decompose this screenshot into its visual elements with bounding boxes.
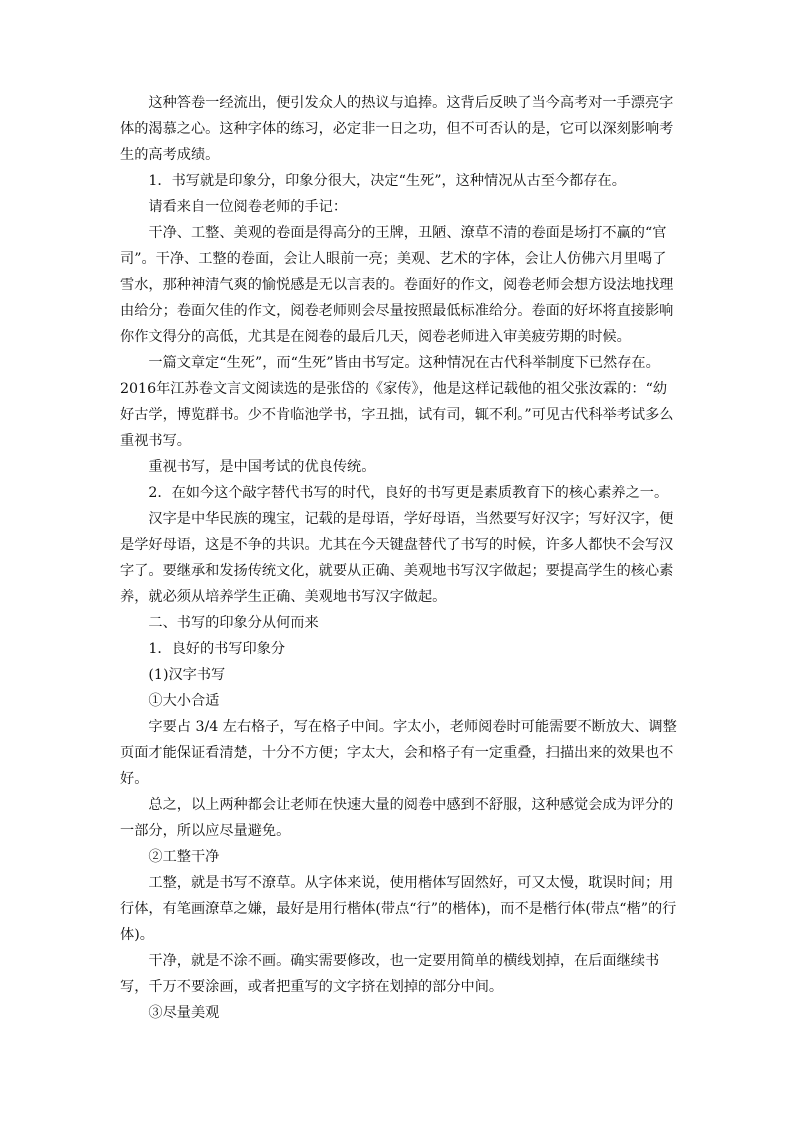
paragraph: 干净，就是不涂不画。确实需要修改，也一定要用简单的横线划掉，在后面继续书写，千万不要涂画，或者把重写的文字挤在划掉的部分中间。	[120, 953, 660, 995]
document-body	[120, 90, 677, 1026]
sub-heading: (1)汉字书写	[148, 667, 226, 683]
paragraph: 这种答卷一经流出，便引发众人的热议与追捧。这背后反映了当今高考对一手漂亮字体的渴慕之心。这种字体的练习，必定非一日之功，但不可否认的是，它可以深刻影响考生的高考成绩。	[120, 95, 674, 163]
paragraph: 工整，就是书写不潦草。从字体来说，使用楷体写固然好，可又太慢，耽误时间；用行体，有笔画潦草之嫌，最好是用行楷体(带点“行”的楷体)，而不是楷行体(带点“楷”的行体)。	[120, 875, 677, 943]
quoted-note: 干净、工整、美观的卷面是得高分的王牌，丑陋、潦草不清的卷面是场打不赢的“官司”。干净、工整的卷面，会让人眼前一亮；美观、艺术的字体，会让人仿佛六月里喝了雪水，那种神清气爽的愉悦感是无以言表的。卷面好的作文，阅卷老师会想方设法地找理由给分；卷面欠佳的作文，阅卷老师则会尽量按照最低标准给分。卷面的好坏将直接影响你作文得分的高低，尤其是在阅卷的最后几天，阅卷老师进入审美疲劳期的时候。	[120, 225, 674, 345]
subsection-heading: 1．良好的书写印象分	[148, 641, 286, 657]
item-heading: ③尽量美观	[148, 1005, 220, 1021]
numbered-point-1: 1．书写就是印象分，印象分很大，决定“生死”，这种情况从古至今都存在。	[148, 173, 626, 189]
section-heading: 二、书写的印象分从何而来	[148, 615, 319, 631]
paragraph: 一篇文章定“生死”，而“生死”皆由书写定。这种情况在古代科举制度下已然存在。2016年江苏卷文言文阅读选的是张岱的《家传》，他是这样记载他的祖父张汝霖的：“幼好古学，博览群书。少不肯临池学书，字丑拙，试有司，辄不利。”可见古代科举考试多么重视书写。	[120, 355, 674, 449]
paragraph: 请看来自一位阅卷老师的手记：	[148, 199, 348, 215]
paragraph: 汉字是中华民族的瑰宝，记载的是母语，学好母语，当然要写好汉字；写好汉字，便是学好母语，这是不争的共识。尤其在今天键盘替代了书写的时候，许多人都快不会写汉字了。要继承和发扬传统文化，就要从正确、美观地书写汉字做起；要提高学生的核心素养，就必须从培养学生正确、美观地书写汉字做起。	[120, 511, 674, 605]
numbered-point-2: 2．在如今这个敲字替代书写的时代，良好的书写更是素质教育下的核心素养之一。	[148, 485, 669, 501]
paragraph: 总之，以上两种都会让老师在快速大量的阅卷中感到不舒服，这种感觉会成为评分的一部分，所以应尽量避免。	[120, 797, 674, 839]
paragraph: 重视书写，是中国考试的优良传统。	[148, 459, 376, 475]
item-heading: ①大小合适	[148, 693, 220, 709]
item-heading: ②工整干净	[148, 849, 220, 865]
paragraph: 字要占 3/4 左右格子，写在格子中间。字太小，老师阅卷时可能需要不断放大、调整页面才能保证看清楚，十分不方便；字太大，会和格子有一定重叠，扫描出来的效果也不好。	[120, 719, 677, 787]
